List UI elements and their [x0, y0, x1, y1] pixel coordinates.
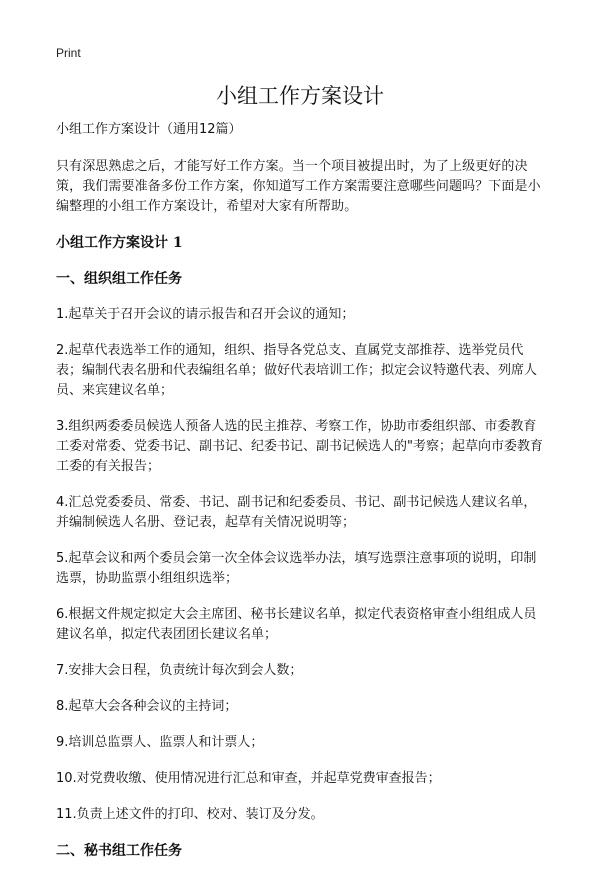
- task-list: [56, 305, 546, 825]
- list-item: 2.起草代表选举工作的通知，组织、指导各党总支、直属党支部推荐、选举党员代表；编制代表名册和代表编组名单；做好代表培训工作；拟定会议特邀代表、列席人员、来宾建议名单；: [56, 343, 538, 398]
- list-item: 8.起草大会各种会议的主持词；: [56, 699, 238, 714]
- list-item: 6.根据文件规定拟定大会主席团、秘书长建议名单，拟定代表资格审查小组组成人员建议名单，拟定代表团团长建议名单；: [56, 607, 537, 642]
- section-heading-organization: 一、组织组工作任务: [56, 271, 182, 287]
- intro-paragraph: 只有深思熟虑之后，才能写好工作方案。当一个项目被提出时，为了上级更好的决策，我们需要准备多份工作方案，你知道写工作方案需要注意哪些问题吗？下面是小编整理的小组工作方案设计，希望对大家有所帮助。: [56, 159, 541, 214]
- page-title: 小组工作方案设计: [216, 84, 384, 108]
- article-heading: 小组工作方案设计 1: [56, 235, 183, 251]
- list-item: 1.起草关于召开会议的请示报告和召开会议的通知；: [56, 307, 355, 322]
- section-heading-secretariat: 二、秘书组工作任务: [56, 843, 182, 859]
- list-item: 7.安排大会日程，负责统计每次到会人数；: [56, 663, 303, 678]
- print-link[interactable]: Print: [56, 46, 81, 60]
- document-body: [56, 121, 546, 877]
- list-item: 9.培训总监票人、监票人和计票人；: [56, 735, 264, 750]
- document-subtitle: 小组工作方案设计（通用12篇）: [56, 122, 242, 137]
- list-item: 3.组织两委委员候选人预备人选的民主推荐、考察工作，协助市委组织部、市委教育工委对常委、党委书记、副书记、纪委书记、副书记候选人的"考察；起草向市委教育工委的有关报告；: [56, 419, 543, 474]
- list-item: 4.汇总党委委员、常委、书记、副书记和纪委委员、书记、副书记候选人建议名单，并编制候选人名册、登记表，起草有关情况说明等；: [56, 495, 537, 530]
- list-item: 10.对党费收缴、使用情况进行汇总和审查，并起草党费审查报告；: [56, 771, 441, 786]
- list-item: 11.负责上述文件的打印、校对、装订及分发。: [56, 807, 324, 822]
- list-item: 5.起草会议和两个委员会第一次全体会议选举办法，填写选票注意事项的说明，印制选票，协助监票小组组织选举；: [56, 551, 537, 586]
